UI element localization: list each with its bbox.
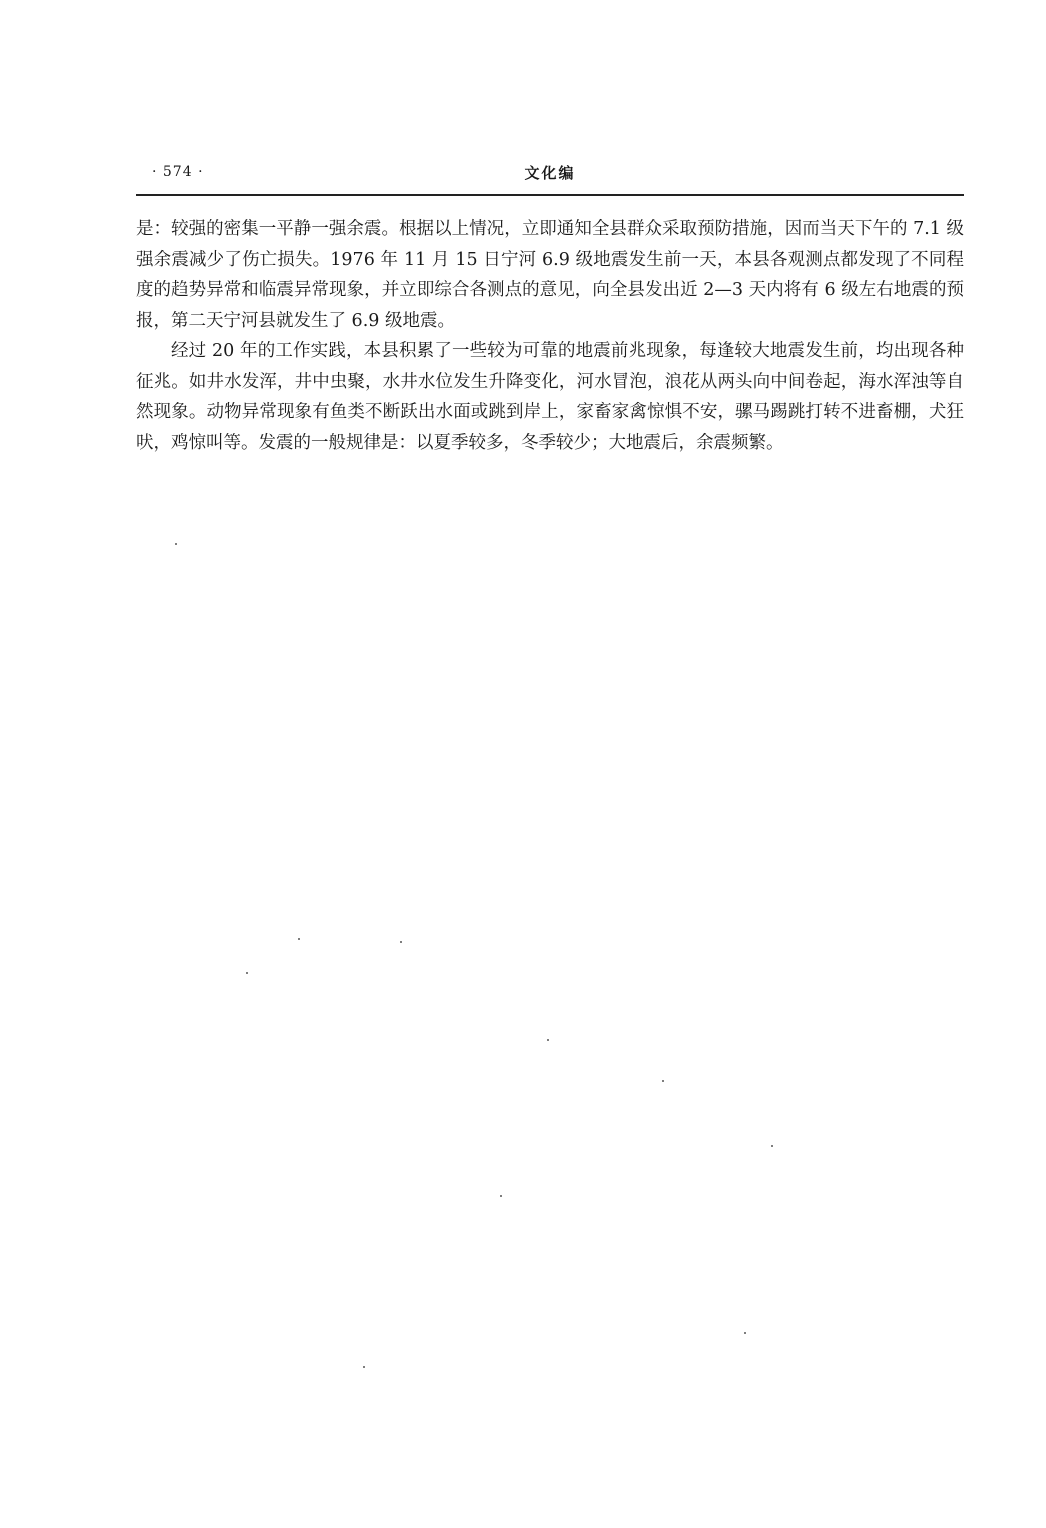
- page-number: · 574 ·: [152, 164, 204, 180]
- scan-speck: [246, 972, 248, 974]
- scan-speck: [400, 941, 402, 943]
- scan-speck: [547, 1039, 549, 1041]
- scan-speck: [662, 1080, 664, 1082]
- scan-speck: [175, 543, 177, 545]
- scan-speck: [771, 1145, 773, 1147]
- paragraph-continued: 是：较强的密集一平静一强余震。根据以上情况，立即通知全县群众采取预防措施，因而当天下午的 7.1 级强余震减少了伤亡损失。1976 年 11 月 15 日宁河 6.9 级地震发生前一天，本县各观测点都发现了不同程度的趋势异常和临震异常现象，并立即综合各测点的意见，向全县发出近 2—3 天内将有 6 级左右地震的预报，第二天宁河县就发生了 6.9 级地震。: [136, 219, 964, 331]
- body-text: [136, 214, 964, 458]
- scan-speck: [298, 938, 300, 940]
- section-title: 文化编: [524, 164, 576, 182]
- scan-speck: [363, 1366, 365, 1368]
- page-header: [136, 160, 964, 196]
- scan-speck: [744, 1332, 746, 1334]
- paragraph: 经过 20 年的工作实践，本县积累了一些较为可靠的地震前兆现象，每逢较大地震发生前，均出现各种征兆。如井水发浑，井中虫聚，水井水位发生升降变化，河水冒泡，浪花从两头向中间卷起，海水浑浊等自然现象。动物异常现象有鱼类不断跃出水面或跳到岸上，家畜家禽惊惧不安，骡马踢跳打转不进畜棚，犬狂吠，鸡惊叫等。发震的一般规律是：以夏季较多，冬季较少；大地震后，余震频繁。: [136, 341, 964, 453]
- scan-speck: [500, 1195, 502, 1197]
